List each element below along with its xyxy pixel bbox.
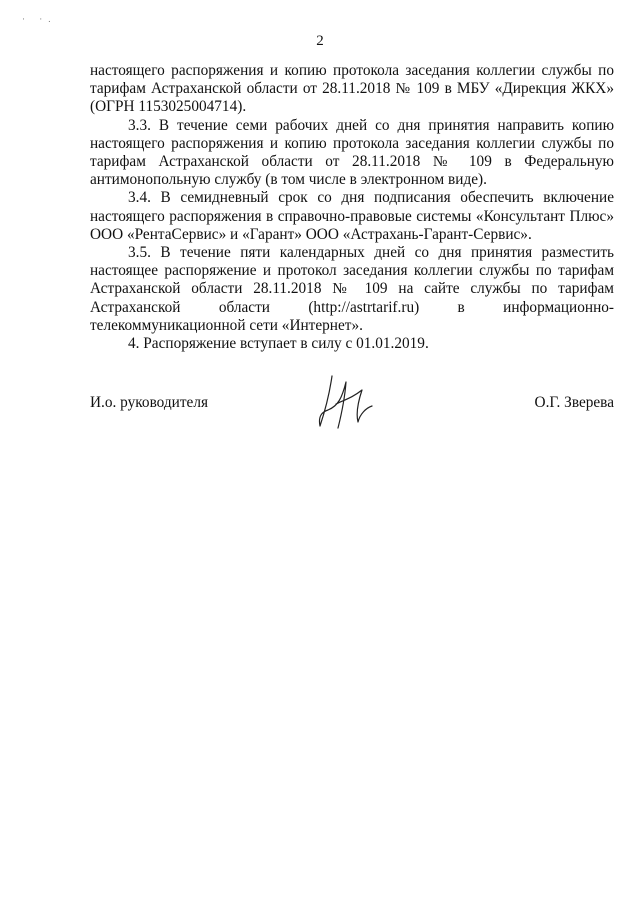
paragraph-4: 4. Распоряжение вступает в силу с 01.01.2019.	[128, 335, 429, 353]
signatory-title: И.о. руководителя	[90, 394, 209, 411]
paragraph-continuation: настоящего распоряжения и копию протокола заседания коллегии службы по тарифам Астраханской области от 28.11.2018 № 109 в МБУ «Дирекция ЖКХ» (ОГРН 1153025004714).	[90, 62, 614, 116]
document-body	[90, 62, 614, 353]
signatory-name: О.Г. Зверева	[534, 394, 614, 411]
signature-block	[90, 392, 614, 428]
handwritten-signature	[312, 368, 382, 432]
paragraph-3-3: 3.3. В течение семи рабочих дней со дня принятия направить копию настоящего распоряжения и копию протокола заседания коллегии службы по тарифам Астраханской области от 28.11.2018 № 109 в Федеральную антимонопольную службу (в том числе в электронном виде).	[90, 116, 614, 189]
paragraph-3-5: 3.5. В течение пяти календарных дней со дня принятия разместить настоящее распоряжение и протокол заседания коллегии службы по тарифам Астраханской области 28.11.2018 № 109 на сайте службы по тарифам Астраханской области (http://astrtarif.ru) в информационно-телекоммуникационной сети «Интернет».	[90, 244, 614, 334]
scan-artifact-marks: · ·.	[22, 14, 57, 24]
page-number: 2	[316, 33, 324, 49]
paragraph-3-4: 3.4. В семидневный срок со дня подписания обеспечить включение настоящего распоряжения в справочно-правовые системы «Консультант Плюс» ООО «РентаСервис» и «Гарант» ООО «Астрахань-Гарант-Сервис».	[90, 189, 614, 243]
